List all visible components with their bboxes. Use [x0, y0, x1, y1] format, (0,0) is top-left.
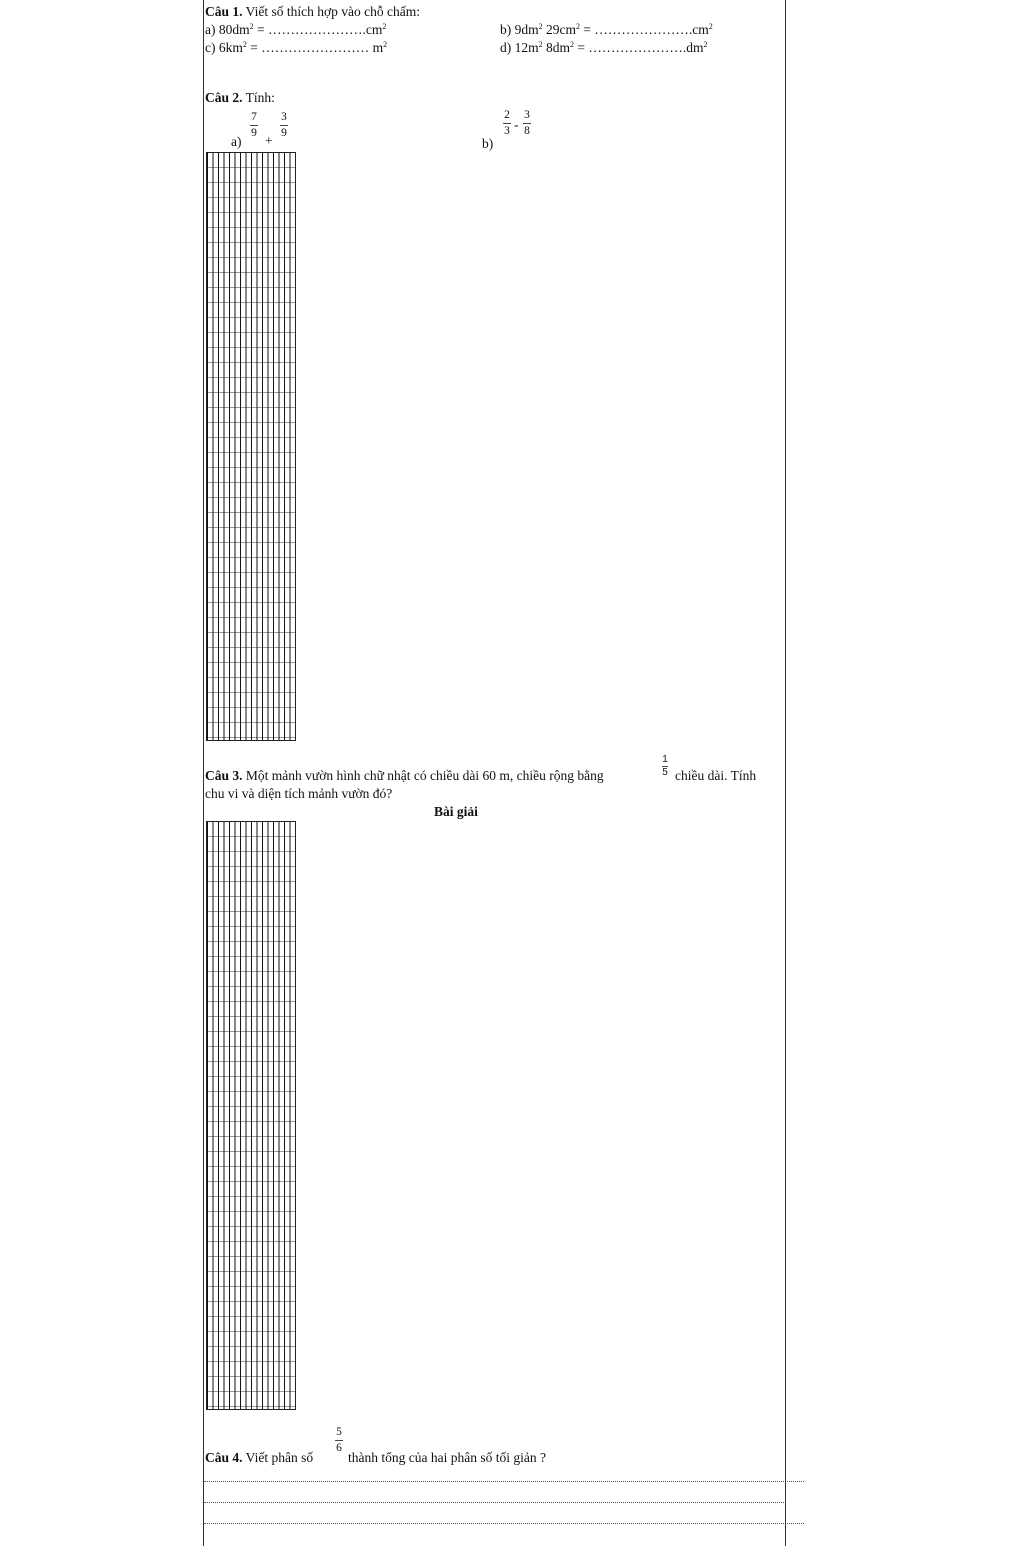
item-d-mid: 8dm — [542, 40, 571, 55]
question-2-heading — [205, 90, 275, 106]
denominator: 9 — [251, 127, 257, 139]
question-3-line-1-end: chiều dài. Tính — [675, 768, 757, 783]
fraction-one-fifth — [662, 755, 668, 778]
square-exponent: 2 — [703, 40, 708, 49]
item-c-lhs: c) 6km — [205, 40, 243, 55]
answer-line-3 — [204, 1523, 804, 1524]
solution-heading: Bài giải — [434, 804, 478, 819]
item-a-lhs: a) 80dm — [205, 22, 250, 37]
square-exponent: 2 — [382, 22, 387, 31]
fraction-b-2 — [523, 109, 531, 138]
denominator: 9 — [281, 127, 287, 139]
question-1-item-d — [500, 40, 708, 56]
fraction-b-1 — [503, 109, 511, 138]
question-1-prompt: Viết số thích hợp vào chỗ chấm: — [245, 4, 420, 19]
numerator: 1 — [662, 754, 668, 765]
question-2-a-label: a) — [231, 134, 242, 149]
item-c-blank: = …………………… m — [246, 40, 384, 55]
denominator: 3 — [504, 125, 510, 137]
denominator: 8 — [524, 125, 530, 137]
question-2-prompt: Tính: — [245, 90, 275, 105]
item-b-mid: 29cm — [542, 22, 576, 37]
square-exponent: 2 — [538, 22, 543, 31]
square-exponent: 2 — [383, 40, 388, 49]
denominator: 5 — [662, 767, 668, 778]
numerator: 2 — [504, 109, 510, 121]
question-1-item-c — [205, 40, 387, 56]
question-2-b-label: b) — [482, 136, 494, 151]
question-1-heading — [205, 4, 420, 20]
numerator: 5 — [336, 1426, 342, 1438]
question-4-pre: Viết phân số — [245, 1450, 314, 1465]
answer-line-1 — [204, 1481, 804, 1482]
question-1-label: Câu 1. — [205, 4, 243, 19]
fraction-five-sixths — [335, 1426, 343, 1455]
numerator: 3 — [281, 111, 287, 123]
item-b-lhs: b) 9dm — [500, 22, 539, 37]
question-3-text: Một mảnh vườn hình chữ nhật có chiều dài 60 m, chiều rộng bằng — [245, 768, 604, 783]
square-exponent: 2 — [576, 22, 580, 31]
item-d-blank: = ………………….dm — [574, 40, 704, 55]
square-exponent: 2 — [708, 22, 713, 31]
denominator: 6 — [336, 1442, 342, 1454]
minus-operator: - — [514, 117, 519, 132]
square-exponent: 2 — [249, 22, 254, 31]
answer-line-2 — [204, 1502, 786, 1503]
fraction-a-1 — [250, 111, 258, 140]
question-3-label: Câu 3. — [205, 768, 243, 783]
question-1-item-b — [500, 22, 713, 38]
square-exponent: 2 — [538, 40, 543, 49]
question-1-item-a — [205, 22, 386, 38]
item-d-lhs: d) 12m — [500, 40, 539, 55]
item-a-blank: = ………………….cm — [253, 22, 383, 37]
item-b-blank: = ………………….cm — [580, 22, 709, 37]
answer-grid-1 — [206, 152, 296, 741]
square-exponent: 2 — [242, 40, 247, 49]
question-2-label: Câu 2. — [205, 90, 243, 105]
numerator: 7 — [251, 111, 257, 123]
question-3-line-1 — [205, 768, 604, 784]
question-4-post: thành tổng của hai phân số tối giản ? — [348, 1450, 546, 1465]
square-exponent: 2 — [570, 40, 575, 49]
numerator: 3 — [524, 109, 530, 121]
answer-grid-2 — [206, 821, 296, 1410]
question-4-label: Câu 4. — [205, 1450, 243, 1465]
question-4-heading — [205, 1450, 313, 1466]
plus-operator: + — [265, 133, 273, 148]
question-3-line-2: chu vi và diện tích mảnh vườn đó? — [205, 786, 393, 801]
fraction-a-2 — [280, 111, 288, 140]
